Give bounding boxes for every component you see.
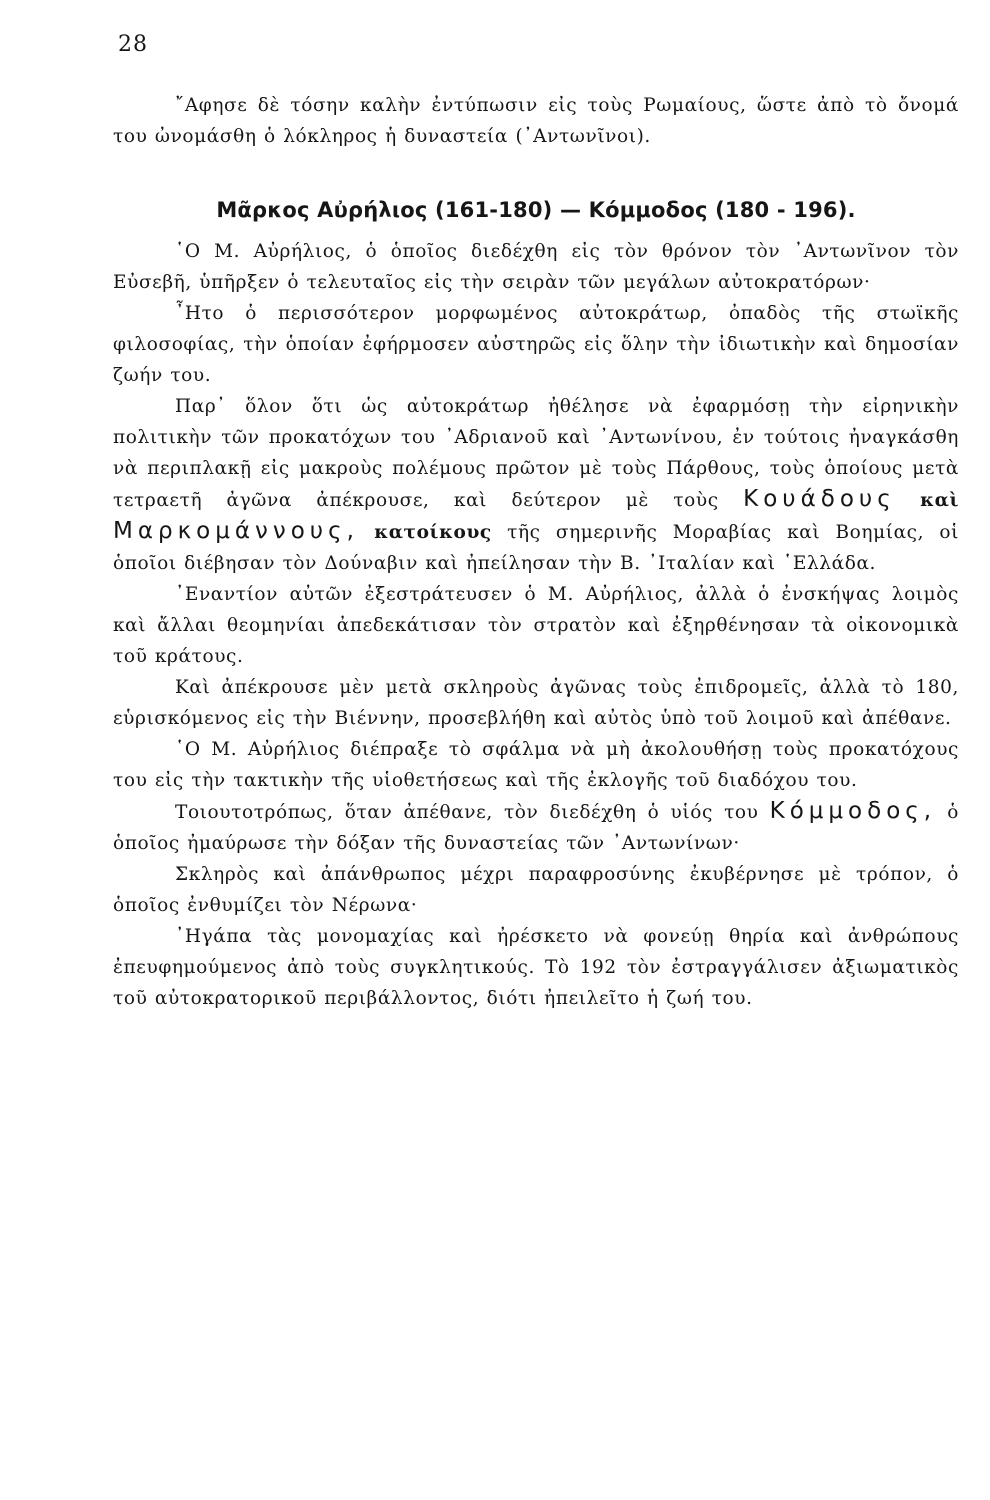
paragraph-cruelty: Σκληρὸς καὶ ἀπάνθρωπος μέχρι παραφροσύνης ἐκυβέρνησε μὲ τρόπον, ὁ ὁποῖος ἐνθυμίζει τὸν Νέρωνα· (113, 864, 959, 916)
section-heading: Μᾶρκος Αὐρήλιος (161-180) — Κόμμοδος (180 - 196). (216, 198, 856, 222)
paragraph-marcus-succession: ῾Ο Μ. Αὐρήλιος, ὁ ὁποῖος διεδέχθη εἰς τὸν θρόνον τὸν ᾿Αντωνῖνον τὸν Εὐσεβῆ, ὑπῆρξεν ὁ τελευταῖος εἰς τὴν σειρὰν τῶν μεγάλων αὐτοκρατόρων· (113, 241, 959, 293)
paragraph-plague: ᾿Εναντίον αὐτῶν ἐξεστράτευσεν ὁ Μ. Αὐρήλιος, ἀλλὰ ὁ ἐνσκήψας λοιμὸς καὶ ἄλλαι θεομηνίαι ἀπεδεκάτισαν τὸν στρατὸν καὶ ἐξηρθένησαν τὰ οἰκονομικὰ τοῦ κράτους. (113, 584, 959, 667)
page-body (113, 90, 959, 1014)
commodus-name: Κόμμοδος, (769, 798, 937, 824)
intro-paragraph: ῎Αφησε δὲ τόσην καλὴν ἐντύπωσιν εἰς τοὺς Ρωμαίους, ὥστε ἀπὸ τὸ ὄνομά του ὠνομάσθη ὁ λόκληρος ἡ δυναστεία (᾿Αντωνῖνοι). (113, 95, 959, 147)
paragraph-wars (113, 391, 959, 579)
page-number: 28 (118, 32, 148, 57)
wars-inhabitants: κατοίκους (374, 522, 492, 543)
quadi-name: Κουάδους (743, 486, 896, 512)
wars-text-after: τῆς σημερινῆς Μοραβίας καὶ Βοημίας, οἱ ὁποῖοι διέβησαν τὸν Δούναβιν καὶ ἠπείλησαν τὴν Β. ᾿Ιταλίαν καὶ ῾Ελλάδα. (113, 522, 960, 574)
paragraph-commodus (113, 796, 959, 859)
paragraph-stoic-emperor: ῏Ητο ὁ περισσότερον μορφωμένος αὐτοκράτωρ, ὀπαδὸς τῆς στωϊκῆς φιλοσοφίας, τὴν ὁποίαν ἐφήρμοσεν αὐστηρῶς εἰς ὅλην τὴν ἰδιωτικὴν καὶ δημοσίαν ζωήν του. (113, 303, 959, 386)
commodus-text-before: Τοιουτοτρόπως, ὅταν ἀπέθανε, τὸν διεδέχθη ὁ υἱός του (175, 802, 759, 823)
marcomanni-name: Μαρκομάννους, (113, 518, 359, 544)
commodus-text-after: ὁ ὁποῖος ἠμαύρωσε τὴν δόξαν τῆς δυναστείας τῶν ᾿Αντωνίνων· (113, 802, 959, 854)
paragraph-death: Καὶ ἀπέκρουσε μὲν μετὰ σκληροὺς ἀγῶνας τοὺς ἐπιδρομεῖς, ἀλλὰ τὸ 180, εὑρισκόμενος εἰς τὴν Βιέννην, προσεβλήθη καὶ αὐτὸς ὑπὸ τοῦ λοιμοῦ καὶ ἀπέθανε. (113, 677, 959, 729)
wars-text-before: Παρ᾿ ὅλον ὅτι ὡς αὐτοκράτωρ ἠθέλησε νὰ ἐφαρμόσῃ τὴν εἰρηνικὴν πολιτικὴν τῶν προκατόχων του ᾿Αδριανοῦ καὶ ᾿Αντωνίνου, ἐν τούτοις ἠναγκάσθη νὰ περιπλακῇ εἰς μακροὺς πολέμους πρῶτον μὲ τοὺς Πάρθους, τοὺς ὁποίους μετὰ τετραετῆ ἀγῶνα ἀπέκρουσε, καὶ δεύτερον μὲ τοὺς (113, 396, 959, 511)
paragraph-gladiators: ᾿Ηγάπα τὰς μονομαχίας καὶ ἠρέσκετο νὰ φονεύῃ θηρία καὶ ἀνθρώπους ἐπευφημούμενος ἀπὸ τοὺς συγκλητικούς. Τὸ 192 τὸν ἐστραγγάλισεν ἀξιωματικὸς τοῦ αὐτοκρατορικοῦ περιβάλλοντος, διότι ἠπειλεῖτο ἡ ζωή του. (113, 926, 959, 1009)
paragraph-succession-error: ῾Ο Μ. Αὐρήλιος διέπραξε τὸ σφάλμα νὰ μὴ ἀκολουθήσῃ τοὺς προκατόχους του εἰς τὴν τακτικὴν τῆς υἱοθετήσεως καὶ τῆς ἐκλογῆς τοῦ διαδόχου του. (113, 739, 959, 791)
wars-and: καὶ (920, 490, 960, 511)
